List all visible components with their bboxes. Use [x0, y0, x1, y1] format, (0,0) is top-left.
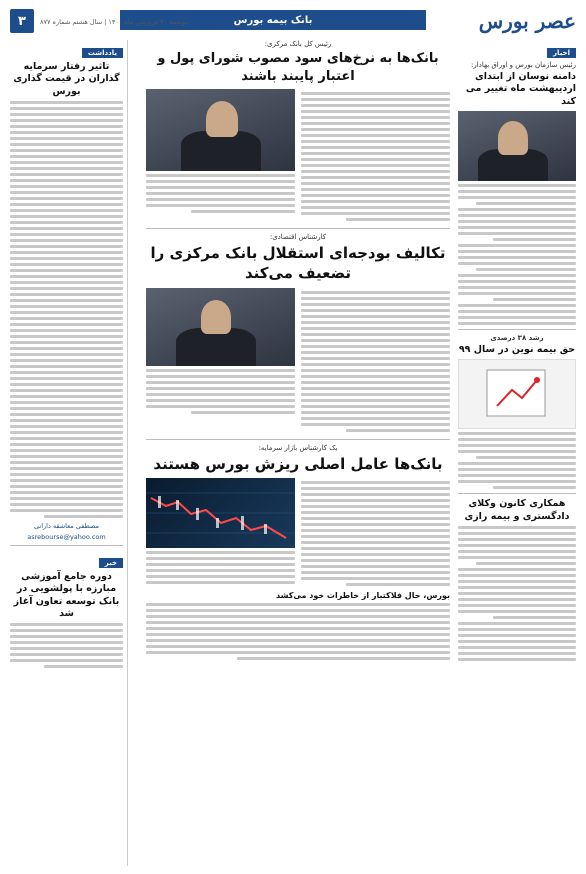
sub-kicker: رشد ۳۸ درصدی [490, 334, 544, 343]
story3-kicker: یک کارشناس بازار سرمایه: [258, 443, 338, 452]
newspaper-logo: عصر بورس [478, 9, 576, 33]
story2-kicker: کارشناس اقتصادی: [269, 233, 327, 242]
economist-photo [146, 288, 295, 366]
brief-tag: خبر [99, 558, 123, 568]
opinion-headline: تاثیر رفتار سرمایه گذاران در قیمت گذاری بورس [13, 61, 120, 97]
story-body [458, 184, 576, 325]
official-photo [458, 111, 576, 181]
masthead [10, 6, 576, 36]
story3-callout: بورس، حال فلاکتبار از خاطرات خود می‌کشد [276, 590, 450, 600]
stock-chart-photo [146, 478, 295, 548]
central-bank-governor-photo [146, 89, 295, 171]
story1-headline: بانک‌ها به نرخ‌های سود مصوب شورای پول و اعتبار پایبند باشند [157, 51, 439, 84]
author-name: مصطفی معاشقه دارانی [34, 522, 99, 531]
story-kicker: رئیس سازمان بورس و اوراق بهادار: [471, 61, 576, 69]
page-number: ۳ [10, 9, 34, 33]
bottom-headline: همکاری کانون وکلای دادگستری و بیمه رازی [464, 498, 570, 522]
story2-headline: تکالیف بودجه‌ای استقلال بانک مرکزی را تضعیف می‌کند [150, 244, 446, 283]
opinion-tag: یادداشت [82, 48, 123, 58]
story3-headline: بانک‌ها عامل اصلی ریزش بورس هستند [153, 454, 443, 473]
left-column [10, 40, 128, 866]
news-tag: اخبار [547, 48, 576, 58]
story-headline: دامنه نوسان از ابتدای اردیبهشت ماه تغییر می کند [465, 71, 576, 107]
author-email[interactable]: asrebourse@yahoo.com [27, 533, 106, 542]
story1-kicker: رئیس کل بانک مرکزی: [264, 40, 332, 48]
right-column [458, 40, 576, 866]
center-column [146, 40, 450, 866]
brief-headline: دوره جامع آموزشی مبارزه با پولشویی در بانک توسعه تعاون آغاز شد [13, 571, 120, 620]
insurance-graphic [458, 359, 576, 429]
dateline: دوشنبه ۳۰ فروردین ماه ۱۴۰۰ | سال هشتم شماره ۸۷۷ [40, 18, 189, 26]
section-bar: بانک بیمه بورس [120, 10, 426, 30]
sub-headline: حق بیمه نوین در سال ۹۹ [458, 344, 576, 356]
